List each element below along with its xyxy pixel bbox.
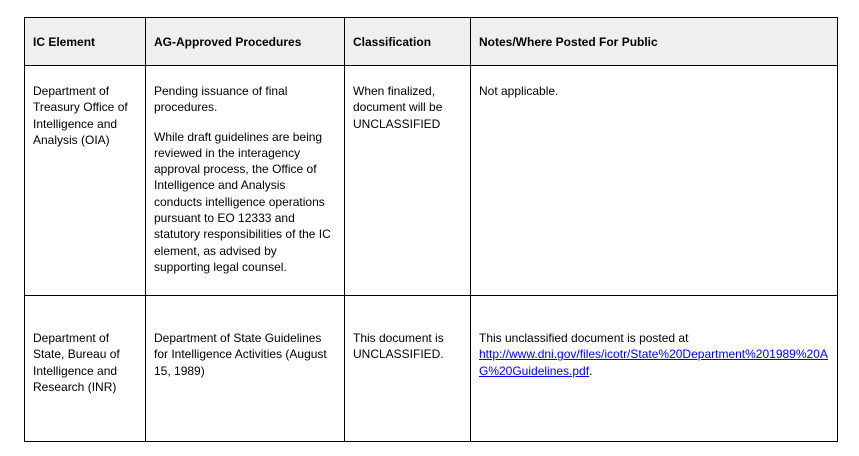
document-link[interactable]: http://www.dni.gov/files/icotr/State%20Department%201989%20AG%20Guidelines.pdf [479, 347, 828, 378]
table-header-row [25, 18, 838, 66]
notes-text: Not applicable. [479, 84, 559, 98]
cell-notes [471, 66, 838, 296]
header-classification: Classification [345, 18, 471, 66]
cell-notes [471, 296, 838, 442]
cell-classification [345, 296, 471, 442]
header-procedures: AG-Approved Procedures [146, 18, 345, 66]
table-row [25, 296, 838, 442]
header-ic-element: IC Element [25, 18, 146, 66]
classification-text: When finalized, document will be UNCLASSIFIED [353, 84, 443, 131]
ic-element-text: Department of State, Bureau of Intelligence and Research (INR) [33, 331, 120, 394]
notes-period: . [589, 363, 593, 378]
cell-procedures [146, 66, 345, 296]
procedures-paragraph: While draft guidelines are being reviewed in the interagency approval process, the Office of Intelligence and Analysis conducts intelligence operations pursuant to EO 12333 and statutory responsibilities of the IC element, as advised by supporting legal counsel. [154, 129, 331, 274]
header-notes: Notes/Where Posted For Public [471, 18, 838, 66]
ic-procedures-table [24, 17, 838, 442]
ic-element-text: Department of Treasury Office of Intelligence and Analysis (OIA) [33, 84, 128, 147]
procedures-paragraph: Department of State Guidelines for Intelligence Activities (August 15, 1989) [154, 331, 327, 378]
cell-ic-element [25, 296, 146, 442]
table-row [25, 66, 838, 296]
cell-ic-element [25, 66, 146, 296]
cell-classification [345, 66, 471, 296]
cell-procedures [146, 296, 345, 442]
notes-link-line [479, 346, 829, 379]
notes-text: This unclassified document is posted at [479, 331, 689, 345]
classification-text: This document is UNCLASSIFIED. [353, 331, 444, 362]
procedures-paragraph: Pending issuance of final procedures. [154, 84, 288, 115]
